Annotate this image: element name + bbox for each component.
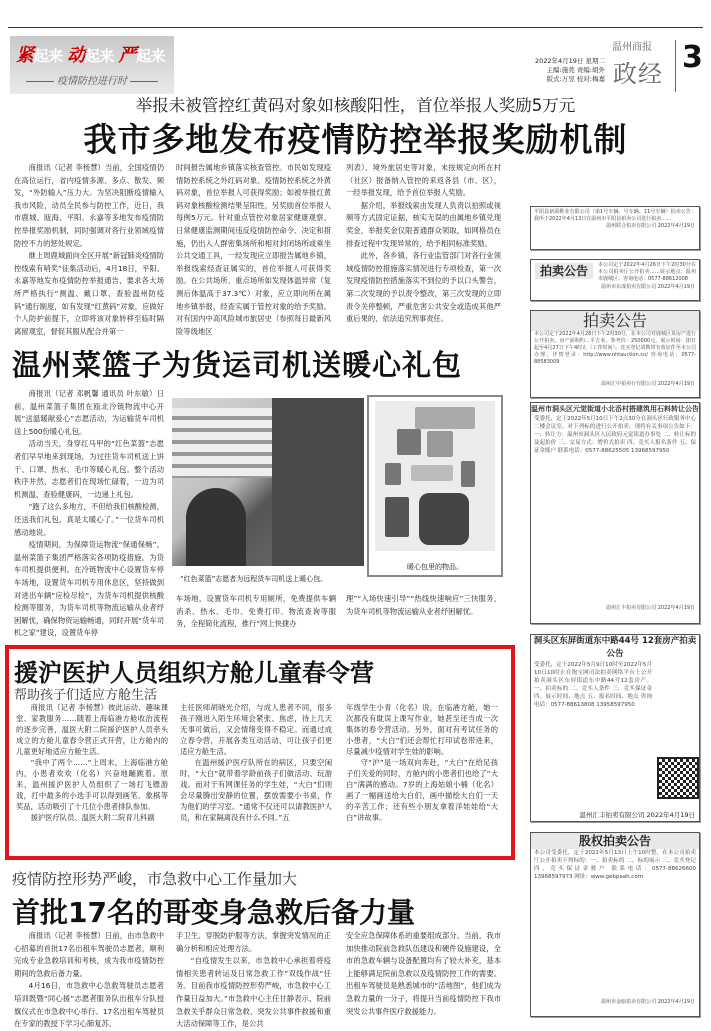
ad-body: 本公司定于2022年4月28日下午2时30分，在本公司对鹿城区某房产进行公开拍卖。房产面积约…平方米，参考价：250000元。展示时间：即日起至4月27日下午4时止（工作时间）。竞买登记请携带有效证件至本公司办理。详情登录：http://www.nhtauction.cn/ 咨询电话：0577-88583009 [534,331,696,365]
article3-subtitle: 帮助孩子们适应方舱生活 [14,688,158,703]
paragraph: 商报讯（记者 李杨慧）当前，全国疫情仍在高位运行，省内疫情多源、多点、散发、频发，“外防输入”压力大。为坚决阻断疫情输入我市风险，动员全民参与防控工作，近日，我市鹿城、瓯海、平阳、永嘉等多地发布疫情防控举报奖励机制，同时强调对各行业领域疫情防控不力的惩处规定。 [14,163,164,248]
article3-column [16,702,168,848]
paragraph: 商报讯（记者 李杨慧）彼此运动、趣味课堂、家教服务……随着上海临港方舱收治流程的逐步完善，温医大附二院援沪医护人员牵头成立的方舱儿童春令营正式开营，让方舱内的儿童更好地适应方舱生活。 [16,703,168,756]
issue-meta [505,57,605,84]
paragraph: 时间报告属地乡镇落实核查管控。市民如发现疫情防控系统之外红码对象、疫情防控系统之外黄码对象，首位举报人可获得奖励；如被举报红黄码对象核酸检测结果呈阳性，另奖励首位举报人每例5万元。针对重点管控对象居家健康观察、日常健康监测期间违反疫情防控命令、决定和措施，仍出入人群密集场所和相对封闭场所或乘坐公共交通工具，一经发现应立即报告属地乡镇，举报线索经查证属实的，首位举报人可获得奖励。在公共场所、重点场所如发现体温异常（复测后体温高于37.3℃）对象，应立即向所在属地乡镇举报，经查实属于管控对象的给予奖励。对有国内中高风险城市旅居史（参照每日最新风险等级地区 [176,163,331,336]
paragraph: 4月16日，市急救中心急救驾驶员志愿者培训既暨“同心援”志愿者服务队出租车分队授旗仪式在市急救中心举行。17名出租车驾驶员在专家的教授下学习心肺复苏、 [14,981,164,1029]
top-rule [8,27,703,28]
logo-tagline: 疫情防控进行时 [16,72,168,87]
paragraph: 车场地，设置货车司机专用厕所，免费提供车辆消杀、热水、毛巾、免费打印、物流查询等服务，全程简化流程，推行“网上快捷办 [176,594,336,629]
article3-column [346,702,498,848]
paragraph: 列表）、境外旅居史等对象，未按规定向所在村（社区）报备纳入管控的来返各县（市、区），一经举报发现，给予首位举报人奖励。 [346,163,501,198]
divider [675,40,676,92]
article2-column [176,593,336,631]
ad-body: 本公司定于2022年4月26日下午2时30分在本公司拍卖厅公开拍卖……展示地点：温州市鹿城区；咨询电话：0577-88612008 [598,262,696,282]
paragraph: 主任医师胡晓光介绍，与成人患者不同，很多孩子刚进入陌生环境会紧张、焦虑，待上几天无事可做后，又会情绪变得不稳定。而通过成立春令营，开展各类互动活动，可让孩子们更适应方舱生活。 [180,703,332,756]
ad-property-auction [530,634,700,822]
article2-headline: 温州菜篮子为货运司机送暖心礼包 [12,348,463,382]
paragraph: “自疫情发生以来，市急救中心承担着将疫情相关患者转运及日常急救工作”双线作战“任务。目前我市疫情防控形势严峻，市急救中心工作量日益加大。”市急救中心主任甘静表示，院前急救关乎群众日常急救、突发公共事件救援和重大活动保障等工作，是公共 [176,956,331,1029]
logo-char: 动 [67,45,85,66]
paragraph: 疫情期间，为保障货运物流“保通保畅”，温州菜篮子集团严格落实各项防疫措施，为货车司机提供便利。在冷链物流中心设置货车停车场地，设置货车司机专用休息区，坚持做到对进出车辆“应检尽检”，为货车司机提供核酸检测等服务，为货车司机等物流运输从业者纾困解忧，确保物资运输畅通，同时开展“货车司机之家”建设，设置货车停 [14,540,164,638]
ad-auction-notice [530,259,700,301]
ad-title: 洞头区东屏街道东中路44号 12套房产拍卖公告 [533,636,697,659]
paragraph: “跑了这么多地方，不但给我们核酸检测，还送我们礼包，真是太暖心了。”一位货车司机感动地说。 [14,502,164,537]
ad-footer: 温州汇丰拍卖有限公司 2022年4月19日 [575,811,699,819]
editors-line: 主编:施莞 责编:胡外 [546,66,605,74]
paragraph: 商报讯（记者 李杨慧）日前，由市急救中心招募的首批17名出租车驾驶员志愿者，顺利完成专业急救培训和考核，成为我市疫情防控期间的急救后备力量。 [14,931,164,978]
ad-equity-auction [530,832,700,1017]
article4-headline: 首批17名的哥变身急救后备力量 [12,896,415,929]
article4-subtitle: 疫情防控形势严峻，市急救中心工作量加大 [12,870,298,888]
ad-title: 温州市洞头区元觉街道小北岙村搭建筑用石料转让公告 [531,405,699,413]
logo-text: 起来 [136,47,166,65]
ad-auction-notice [530,310,700,398]
paragraph: 此外，各乡镇、各行业监管部门对各行业领域疫情防控措施落实情况进行专项检查，第一次发现疫情防控措施落实不到位的予以口头警告，第二次发现的予以责令整改，第三次发现的立即责令关停整顿，严重危害公共安全或造成其他严重后果的，依法追究刑事责任。 [346,251,501,324]
ad-title: 拍卖公告 [531,311,699,331]
inset-caption: 暖心包里的物品。 [407,563,463,571]
article1-headline: 我市多地发布疫情防控举报奖励机制 [83,120,628,159]
campaign-logo [10,36,174,94]
paragraph: 理”“入场快速引导”“热线快速响应”三快服务，为货车司机等物流运输从业者纾困解忧。 [346,594,501,616]
photo-caption: “红色菜篮”志愿者为远程货车司机送上暖心包。 [180,575,328,583]
ad-footer: 温州市东成拍卖有限公司 2022年4月19日 [601,284,695,290]
page-number: 3 [682,40,703,75]
paragraph: 据介绍，举报线索由发现人负责以拍照或视频等方式固定证据，核实无误的由属地乡镇兑现奖金，举报奖金仅限普通群众领取，如网格员在排查过程中发现异常的，给予相同标准奖励。 [346,200,501,248]
ad-transfer-notice [530,402,700,624]
article4-column [176,930,331,1029]
paragraph: 援沪医疗队员、温医大附二院育儿科副 [30,813,155,822]
ad-title: 股权拍卖公告 [531,833,699,849]
paragraph: “我中了两个……”上周末，上海临港方舱内，小患者欢欢（化名）兴奋地蹦跳着。原来，温州援沪医护人员组织了一场打飞镖游戏，打中最多的小选手可以得到画笔、象棋等奖品，活动吸引了十几位小患者排队参加。 [16,758,168,811]
ad-notice [530,206,700,250]
logo-text: 起来 [84,47,114,65]
article1-column [176,162,331,336]
paragraph: 手卫生、穿脱防护服等方法，掌握突发情况的正确分析和相应处理方法。 [176,931,331,953]
logo-char: 紧 [16,45,34,66]
ad-footer: 温州汇丰拍卖有限公司 2022年4月19日 [606,605,695,611]
logo-text: 起来 [33,47,63,65]
ad-body: 平阳县新联鞋业有限公司（第1号车辆、号车辆、11号车辆）拍卖公告：我所于2022年4月13日在温州市平阳县拍卖公司进行拍卖…… [534,209,696,222]
paper-name: 温州商报 [612,42,652,53]
ad-footer: 温州汇中拍卖行有限公司 2022年4月19日 [601,381,695,387]
editors-line: 版式:万昱 校对:梅嘉 [546,75,605,83]
logo-char: 严 [118,45,136,66]
ad-body: 受委托，定于2022年5月10日下午2点30分在洞头区行政服务中心二楼会议室，对下列标的进行公开拍卖，现将有关事项公告如下：一、转让方：温州市洞头区人民政府元觉街道办事处 二、转让标的及起拍价 三、交易方式：增价式拍卖 四、竞买人报名条件 五、保证金账户 联系电话：0577-88625505 13968597950 [534,416,696,454]
section-name: 政经 [613,60,663,88]
volunteer-truck-photo [172,398,364,566]
paragraph: 守“沪”是一场双向奔赴，“大白”在给足孩子们关爱的同时，方舱内的小患者们也给了“大白”满满的感动。7岁的上海姑娘小楠（化名）画了一幅画送给大白们，画中描绘大白们一天的辛苦工作；还有些小朋友拿着洋娃娃给“大白”讲故事。 [346,758,498,822]
paragraph: 安全应急保障体系的重要组成部分。当前，我市加快推动院前急救队伍建设和硬件设施建设，全市的急救车辆与设备配置均有了较大补充，基本上能够满足院前急救以及疫情防控工作的需要。出租车驾驶员是熟悉城市的“活地图”，他们成为急救力量的一分子，将提升当前疫情防控下我市突发公共事件医疗救援能力。 [346,931,501,1016]
issue-date: 2022年4月19日 星期二 [534,57,605,65]
qr-code-icon [657,757,699,799]
article3-column [180,702,332,848]
article4-column [346,930,501,1020]
article4-column [14,930,164,1029]
article1-subtitle: 举报未被管控红黄码对象如核酸阳性，首位举报人奖励5万元 [135,96,576,115]
paragraph: 商报讯（记者 邓帆馨 通讯员 叶东敏）日前，温州菜篮子集团在瓯北冷链物流中心开展“送温暖献爱心”志愿活动，为运输货车司机送上500份暖心礼包。 [14,389,164,436]
ad-body: 本公司受委托，定于2022年5月13日上午10时整，在本公司拍卖厅公开拍卖下列标的：一、拍卖标的 二、标的展示 三、竞买登记 四、竞买保证金账户 联系电话：0577-88626600 13968597973 网址：www.gebpaah.com [534,850,696,880]
article1-column [346,162,501,324]
paragraph: 继上周鹿城面向全区开展“新冠肺炎疫情防控线索有哨奖”征集活动后，4月18日，平阳、永嘉等地发布疫情防控举报通告，要求各大场所严格执行“测温、戴口罩、查验温州防疫码”通行制度，如有发现“红黄码”对象，应做好个人防护前提下，立即将该对象转移至临时隔离留观室，督促其服从配合并第一 [14,251,164,336]
paragraph: 在温州援沪医疗队所在的病区，只要空闲时，“大白”就带着学龄前孩子们做活动、玩游戏。而对于有网课任务的学生娃，“大白”们则会尽量腾出安静的位置，摆放需要小书桌，作为他们的学习室。“通常不仅还可以请教医护人员，和在家隔离没有什么不同。”五 [180,758,332,822]
article1-column [14,162,164,338]
paragraph: 活动当天，身穿红马甲的“红色菜篮”志愿者们早早地来到现场，为过往货车司机送上饼干、口罩、热水、毛巾等暖心礼包。整个活动秩序井然，志愿者们在现场忙碌着，一边为司机测温、查验健康码，一边递上礼包。 [14,439,164,499]
article2-column [14,388,164,640]
ad-footer: 温州市金瓯拍卖有限公司 2022年4月19日 [601,999,695,1005]
paragraph: 年级学生小青（化名）说，在临港方舱，她一次都没有耽误上课写作业，她甚至还当成一次集体的春令营活动。另外，面对有考试任务的小患者，“大白”们还会帮忙打印试卷带进来，尽量减少疫情对学生娃的影响。 [346,703,498,756]
article3-headline: 援沪医护人员组织方舱儿童春令营 [14,659,374,687]
ad-body: 受委托，定于2022年5月9日10时至2022年5月10日10时止在淘宝网司法拍卖网络平台上公开拍卖洞头区东屏街道东中路44号12套房产。一、拍卖标的 二、竞买人条件 三、竞买保证金 四、展示时间、地点 五、报名时间、地点 咨询电话：0577-88613808 13958597950 [534,662,652,708]
ad-footer: 温州联合拍卖有限公司 2022年4月19日 [606,223,695,229]
gift-pack-photo-inset [367,395,503,577]
gift-pack-photo [375,401,495,551]
ad-title: 拍卖公告 [535,263,593,279]
article2-column [346,593,501,631]
